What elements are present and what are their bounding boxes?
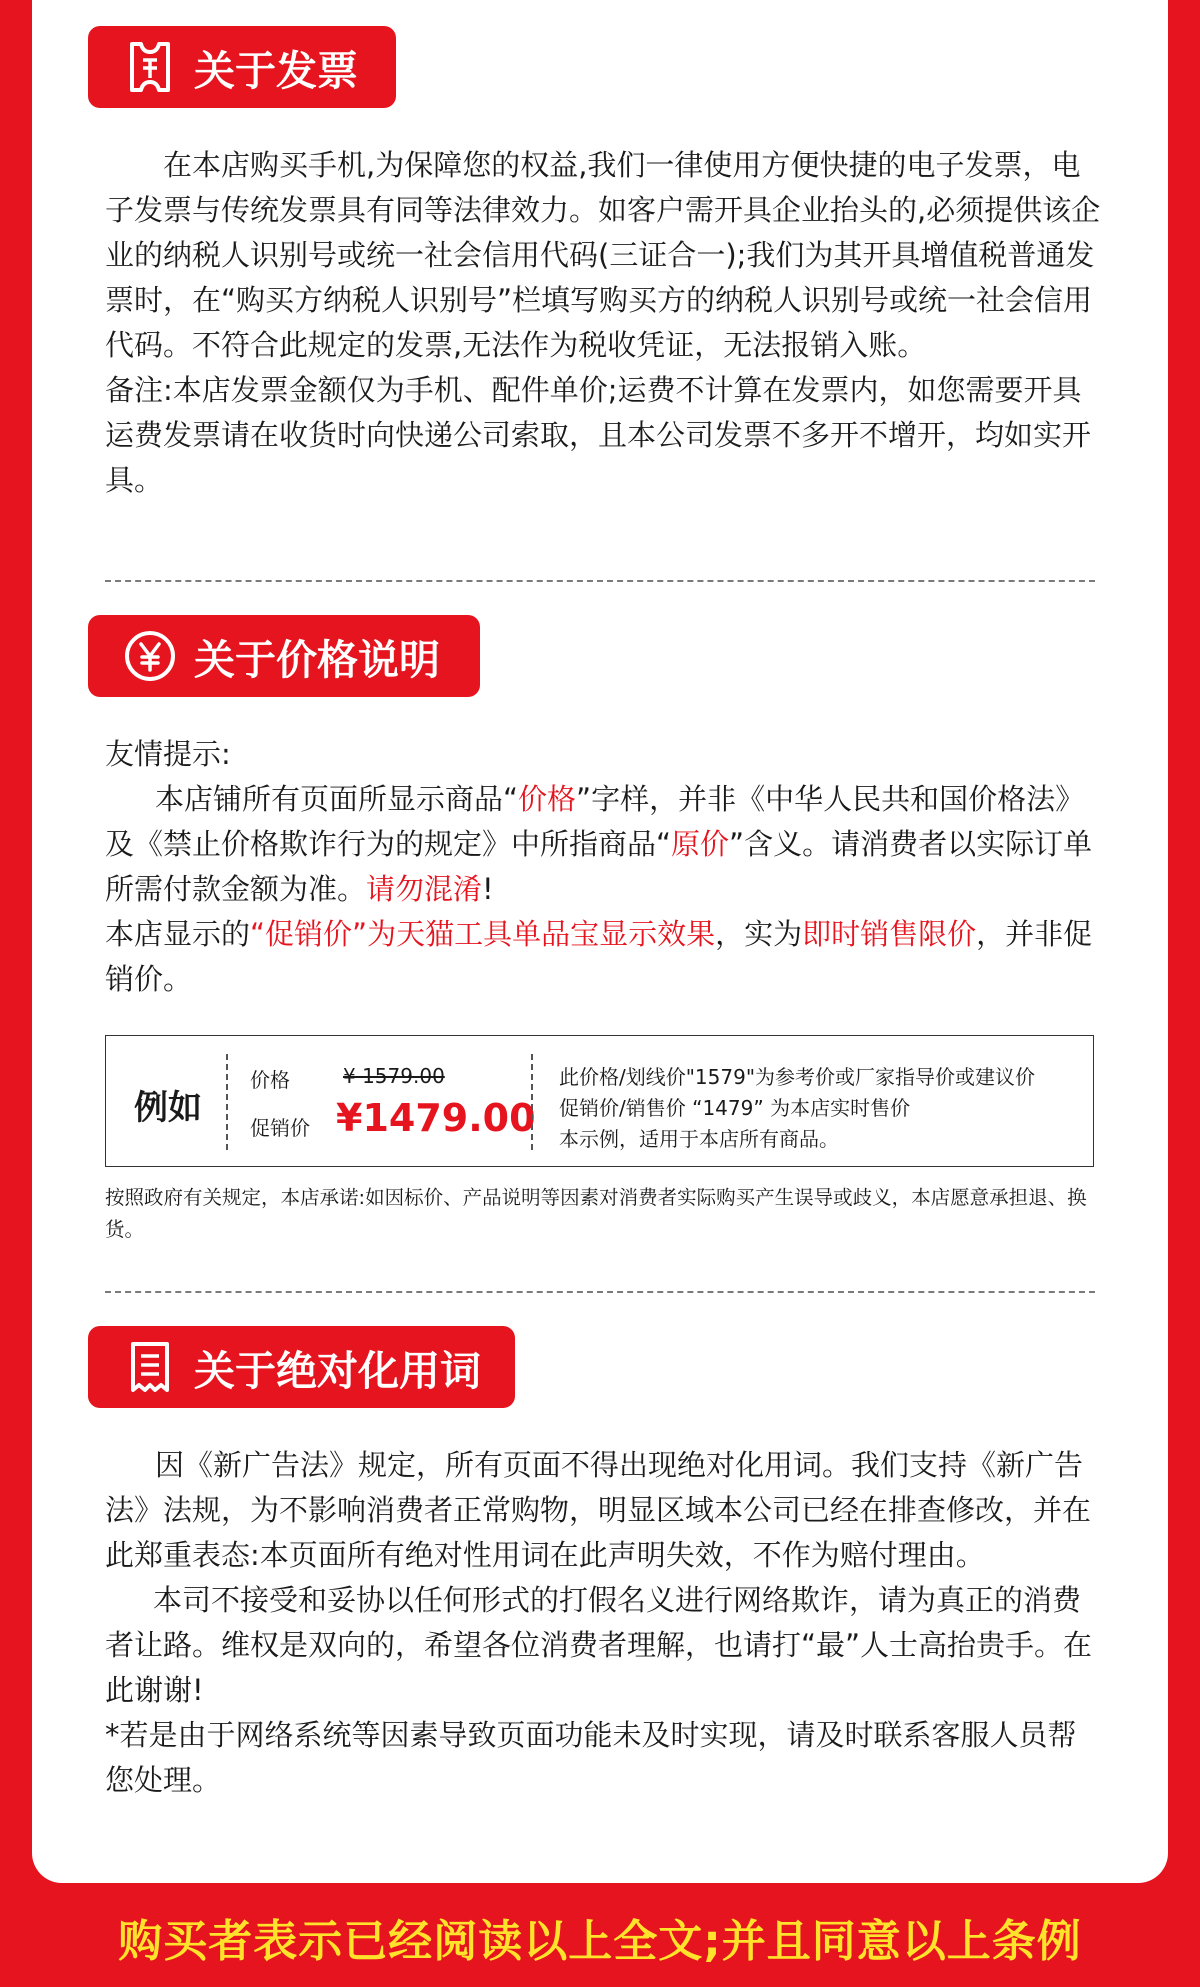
invoice-section-header bbox=[88, 26, 396, 108]
friendly-tip-label: 友情提示: bbox=[105, 737, 231, 771]
absolute-paragraph-2: 本司不接受和妥协以任何形式的打假名义进行网络欺诈，请为真正的消费者让路。维权是双向的，希望各位消费者理解，也请打“最”人士高抬贵手。在此谢谢! bbox=[105, 1583, 1093, 1707]
absolute-words-text bbox=[105, 1443, 1105, 1803]
absolute-words-section-header bbox=[88, 1326, 515, 1408]
absolute-paragraph-1: 因《新广告法》规定，所有页面不得出现绝对化用词。我们支持《新广告法》法规，为不影响消费者正常购物，明显区域本公司已经在排查修改，并在此郑重表态:本页面所有绝对性用词在此声明失效，不作为赔付理由。 bbox=[105, 1448, 1092, 1572]
ticket-icon bbox=[122, 39, 178, 95]
absolute-words-section-title: 关于绝对化用词 bbox=[194, 1346, 481, 1395]
yen-icon bbox=[122, 628, 178, 684]
highlight-instant-price: 即时销售限价 bbox=[802, 917, 977, 951]
invoice-paragraph-2: 备注:本店发票金额仅为手机、配件单价;运费不计算在发票内，如您需要开具运费发票请在收货时向快递公司索取，且本公司发票不多开不增开，均如实开具。 bbox=[105, 373, 1092, 497]
price-section-title: 关于价格说明 bbox=[194, 635, 440, 684]
absolute-paragraph-3: *若是由于网络系统等因素导致页面功能未及时实现，请及时联系客服人员帮您处理。 bbox=[105, 1718, 1077, 1797]
example-strikethrough-price: ¥ 1579.00 bbox=[343, 1064, 445, 1088]
divider bbox=[531, 1054, 533, 1150]
example-notes bbox=[559, 1062, 1035, 1155]
text-segment: ! bbox=[482, 872, 494, 906]
price-text bbox=[105, 732, 1105, 1002]
example-note: 促销价/销售价 “1479” 为本店实时售价 bbox=[559, 1096, 911, 1120]
invoice-text bbox=[105, 143, 1105, 503]
divider bbox=[226, 1054, 228, 1150]
price-section-header bbox=[88, 615, 480, 697]
price-example-box bbox=[105, 1035, 1094, 1167]
highlight-promo-price: “促销价”为天猫工具单品宝显示效果 bbox=[250, 917, 716, 951]
divider bbox=[105, 580, 1095, 582]
text-segment: ，并非促销价。 bbox=[105, 917, 1093, 996]
example-note: 此价格/划线价"1579"为参考价或厂家指导价或建议价 bbox=[559, 1065, 1036, 1089]
price-paragraph-2 bbox=[105, 912, 1105, 1002]
text-segment: ，实为 bbox=[715, 917, 803, 951]
highlight-no-confusion: 请勿混淆 bbox=[366, 872, 483, 906]
invoice-section-title: 关于发票 bbox=[194, 46, 358, 95]
highlight-price: 价格 bbox=[518, 782, 577, 816]
example-promo-price: ¥1479.00 bbox=[336, 1096, 536, 1140]
government-note: 按照政府有关规定，本店承诺:如因标价、产品说明等因素对消费者实际购买产生误导或歧义，本店愿意承担退、换货。 bbox=[105, 1186, 1087, 1241]
text-segment: ”字样，并非《中华人民共和国价格法》及《禁止价格欺诈行为的规定》中所指商品“ bbox=[105, 782, 1085, 861]
text-segment: ”含义。请消费者以实际订单所需付款金额为准。 bbox=[105, 827, 1093, 906]
agreement-footer: 购买者表示已经阅读以上全文;并且同意以上条例 bbox=[118, 1916, 1082, 1967]
highlight-original-price: 原价 bbox=[671, 827, 730, 861]
text-segment: 本店显示的 bbox=[105, 917, 251, 951]
document-icon bbox=[122, 1339, 178, 1395]
text-segment: 本店铺所有页面所显示商品“ bbox=[155, 782, 519, 816]
example-promo-label: 促销价 bbox=[250, 1116, 310, 1140]
example-label: 例如 bbox=[134, 1088, 202, 1128]
price-paragraph-1 bbox=[105, 777, 1105, 912]
divider bbox=[105, 1291, 1095, 1293]
invoice-paragraph-1: 在本店购买手机,为保障您的权益,我们一律使用方便快捷的电子发票，电子发票与传统发票具有同等法律效力。如客户需开具企业抬头的,必须提供该企业的纳税人识别号或统一社会信用代码(三证合一);我们为其开具增值税普通发票时，在“购买方纳税人识别号”栏填写购买方的纳税人识别号或统一社会信用代码。不符合此规定的发票,无法作为税收凭证，无法报销入账。 bbox=[105, 148, 1101, 362]
example-price-label: 价格 bbox=[250, 1068, 290, 1092]
example-note: 本示例，适用于本店所有商品。 bbox=[559, 1127, 839, 1151]
